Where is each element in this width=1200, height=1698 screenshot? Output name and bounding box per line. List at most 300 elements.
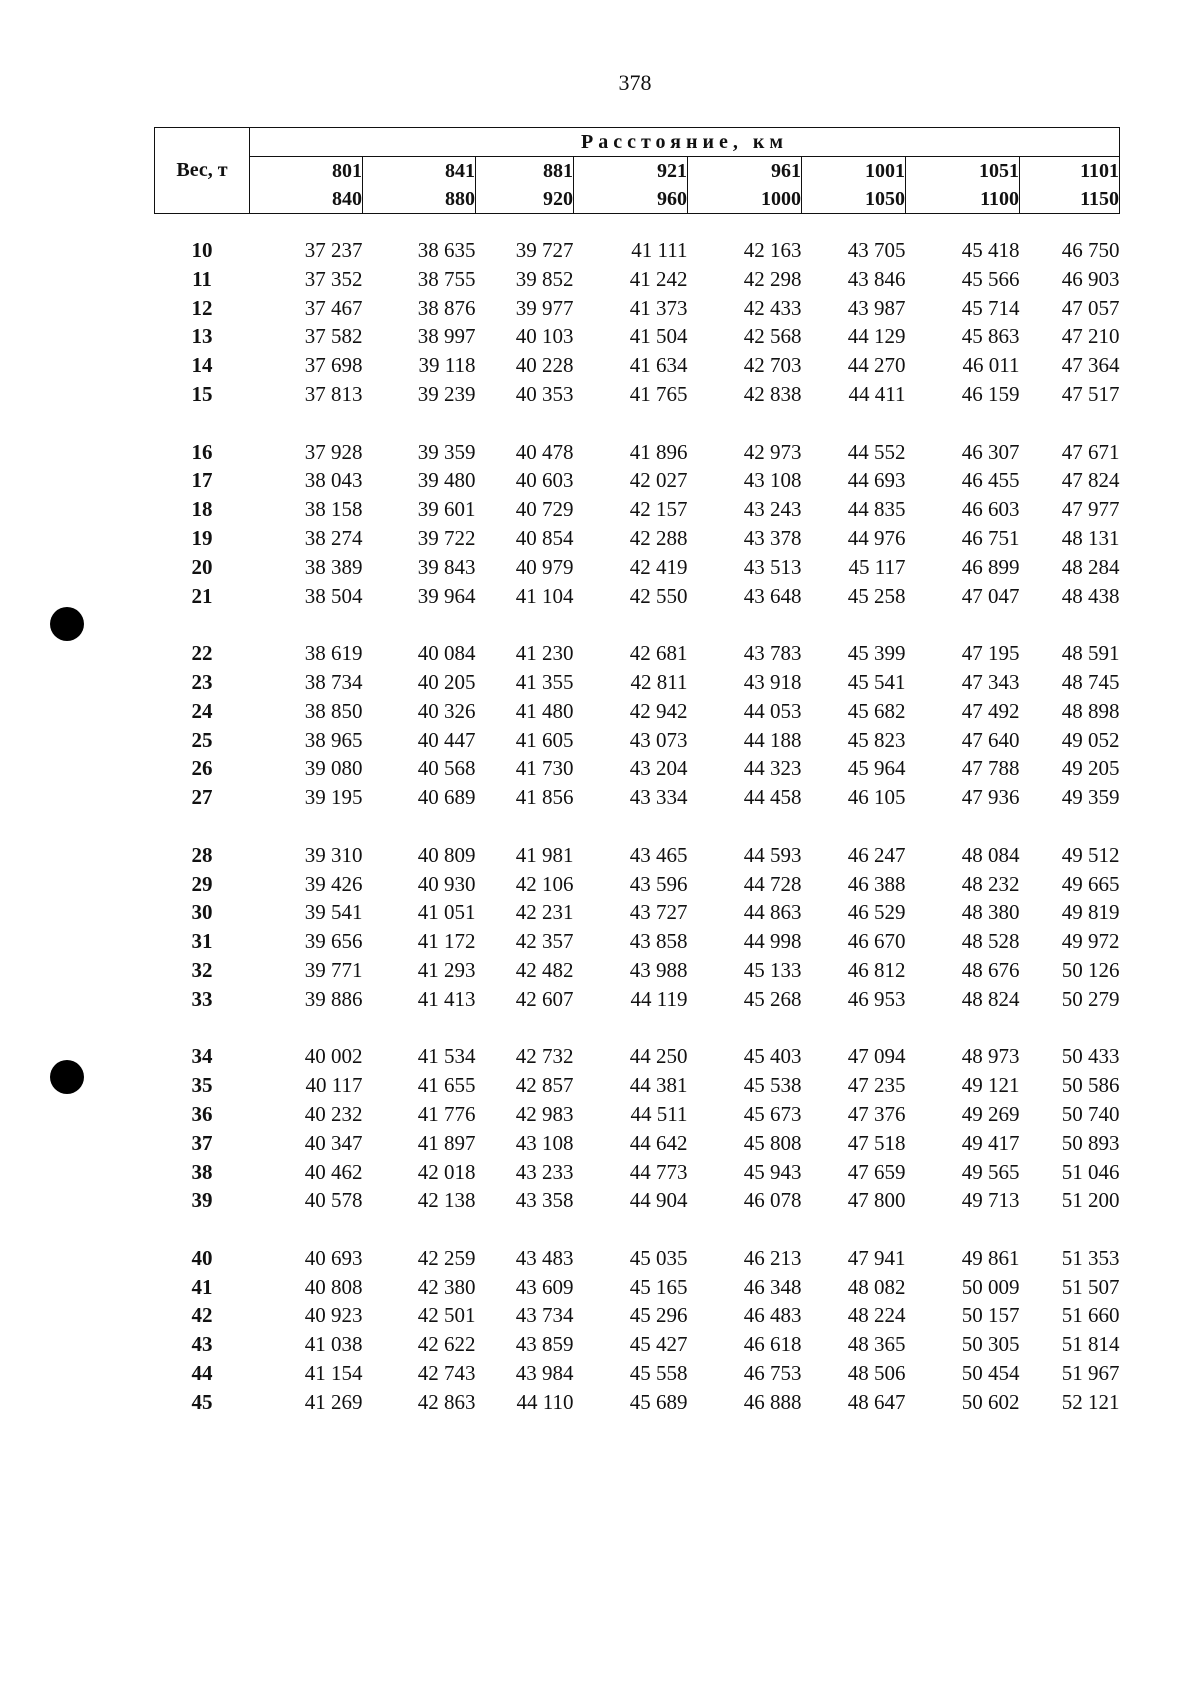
- weight-cell: 28: [191, 842, 213, 867]
- tariff-value-cell: 50 740: [1061, 1101, 1120, 1126]
- tariff-value-cell: 47 659: [847, 1159, 906, 1184]
- tariff-value-cell: 48 591: [1061, 641, 1120, 666]
- range-from: 1051: [979, 160, 1019, 182]
- tariff-value-cell: 41 172: [417, 929, 476, 954]
- tariff-value-cell: 46 159: [961, 381, 1020, 406]
- tariff-value-cell: 47 492: [961, 698, 1020, 723]
- tariff-value-cell: 39 080: [304, 756, 363, 781]
- tariff-value-cell: 43 988: [629, 957, 688, 982]
- tariff-value-cell: 41 111: [631, 238, 688, 262]
- tariff-value-cell: 48 224: [847, 1303, 906, 1328]
- tariff-value-cell: 40 568: [417, 756, 476, 781]
- tariff-value-cell: 40 693: [304, 1245, 363, 1270]
- tariff-value-cell: 39 852: [515, 266, 574, 291]
- tariff-value-cell: 41 504: [629, 324, 688, 349]
- tariff-value-cell: 41 480: [515, 698, 574, 723]
- tariff-value-cell: 45 268: [743, 986, 802, 1011]
- table-row: [155, 1129, 1120, 1158]
- tariff-value-cell: 45 808: [743, 1130, 802, 1155]
- range-from: 961: [771, 160, 801, 182]
- range-from: 801: [332, 160, 362, 182]
- tariff-value-cell: 51 353: [1061, 1245, 1120, 1270]
- tariff-value-cell: 40 578: [304, 1188, 363, 1213]
- tariff-value-cell: 45 296: [629, 1303, 688, 1328]
- tariff-value-cell: 47 210: [1061, 324, 1120, 349]
- tariff-value-cell: 40 447: [417, 727, 476, 752]
- tariff-value-cell: 51 814: [1061, 1332, 1120, 1357]
- tariff-value-cell: 42 288: [629, 525, 688, 550]
- table-row: [155, 1158, 1120, 1187]
- table-row: [155, 322, 1120, 351]
- tariff-value-cell: 45 823: [847, 727, 906, 752]
- tariff-value-cell: 46 903: [1061, 266, 1120, 291]
- tariff-value-cell: 46 750: [1061, 238, 1120, 262]
- tariff-value-cell: 42 027: [629, 468, 688, 493]
- tariff-value-cell: 37 467: [304, 295, 363, 320]
- weight-cell: 19: [191, 525, 213, 550]
- range-to: 920: [543, 188, 573, 210]
- tariff-value-cell: 44 188: [743, 727, 802, 752]
- tariff-value-cell: 48 365: [847, 1332, 906, 1357]
- range-to: 840: [332, 188, 362, 210]
- tariff-value-cell: 49 665: [1061, 871, 1120, 896]
- table-row: [155, 1244, 1120, 1273]
- tariff-value-cell: 47 671: [1061, 439, 1120, 464]
- tariff-value-cell: 42 357: [515, 929, 574, 954]
- tariff-value-cell: 51 967: [1061, 1361, 1120, 1386]
- tariff-value-cell: 47 057: [1061, 295, 1120, 320]
- tariff-value-cell: 46 618: [743, 1332, 802, 1357]
- table-row: [155, 956, 1120, 985]
- punch-hole: [50, 1060, 84, 1094]
- tariff-value-cell: 42 568: [743, 324, 802, 349]
- tariff-value-cell: 43 918: [743, 669, 802, 694]
- tariff-value-cell: 43 987: [847, 295, 906, 320]
- tariff-value-cell: 44 323: [743, 756, 802, 781]
- tariff-value-cell: 44 119: [630, 986, 688, 1011]
- tariff-value-cell: 39 886: [304, 986, 363, 1011]
- tariff-value-cell: 43 734: [515, 1303, 574, 1328]
- tariff-value-cell: 41 355: [515, 669, 574, 694]
- tariff-value-cell: 42 259: [417, 1245, 476, 1270]
- tariff-value-cell: 41 242: [629, 266, 688, 291]
- tariff-value-cell: 44 458: [743, 785, 802, 810]
- tariff-value-cell: 43 783: [743, 641, 802, 666]
- distance-range-header: [802, 157, 906, 214]
- tariff-value-cell: 46 078: [743, 1188, 802, 1213]
- tariff-value-cell: 40 205: [417, 669, 476, 694]
- tariff-value-cell: 46 483: [743, 1303, 802, 1328]
- tariff-value-cell: 42 607: [515, 986, 574, 1011]
- range-from: 1001: [865, 160, 905, 182]
- tariff-value-cell: 43 204: [629, 756, 688, 781]
- tariff-value-cell: 40 326: [417, 698, 476, 723]
- tariff-value-cell: 43 108: [743, 468, 802, 493]
- tariff-value-cell: 43 465: [629, 842, 688, 867]
- table-row: [155, 1100, 1120, 1129]
- tariff-value-cell: 39 426: [304, 871, 363, 896]
- table-row: [155, 466, 1120, 495]
- range-from: 841: [445, 160, 475, 182]
- tariff-value-cell: 38 965: [304, 727, 363, 752]
- tariff-value-cell: 42 732: [515, 1044, 574, 1069]
- tariff-value-cell: 37 352: [304, 266, 363, 291]
- tariff-value-cell: 42 419: [629, 554, 688, 579]
- tariff-value-cell: 38 043: [304, 468, 363, 493]
- table-row: [155, 1186, 1120, 1215]
- tariff-value-cell: 37 582: [304, 324, 363, 349]
- tariff-value-cell: 50 009: [961, 1274, 1020, 1299]
- tariff-value-cell: 47 343: [961, 669, 1020, 694]
- weight-cell: 31: [191, 929, 213, 954]
- tariff-value-cell: 50 433: [1061, 1044, 1120, 1069]
- weight-cell: 32: [191, 957, 213, 982]
- table-row: [155, 438, 1120, 467]
- tariff-value-cell: 51 507: [1061, 1274, 1120, 1299]
- tariff-value-cell: 46 812: [847, 957, 906, 982]
- tariff-value-cell: 48 973: [961, 1044, 1020, 1069]
- table-row: [155, 294, 1120, 323]
- tariff-value-cell: 44 411: [848, 381, 906, 406]
- tariff-value-cell: 40 228: [515, 353, 574, 378]
- weight-cell: 14: [191, 353, 213, 378]
- weight-cell: 13: [191, 324, 213, 349]
- weight-column-header: Вес, т: [155, 128, 250, 214]
- weight-cell: 20: [191, 554, 213, 579]
- tariff-value-cell: 38 158: [304, 497, 363, 522]
- tariff-value-cell: 42 298: [743, 266, 802, 291]
- tariff-value-cell: 38 619: [304, 641, 363, 666]
- table-row: [155, 1273, 1120, 1302]
- tariff-value-cell: 48 528: [961, 929, 1020, 954]
- tariff-value-cell: 45 566: [961, 266, 1020, 291]
- tariff-value-cell: 45 117: [848, 554, 906, 579]
- tariff-value-cell: 41 765: [629, 381, 688, 406]
- tariff-value-cell: 48 131: [1061, 525, 1120, 550]
- tariff-value-cell: 38 734: [304, 669, 363, 694]
- tariff-value-cell: 40 854: [515, 525, 574, 550]
- tariff-value-cell: 42 157: [629, 497, 688, 522]
- table-row: [155, 265, 1120, 294]
- tariff-value-cell: 50 157: [961, 1303, 1020, 1328]
- tariff-value-cell: 42 380: [417, 1274, 476, 1299]
- tariff-value-cell: 39 727: [515, 238, 574, 262]
- tariff-value-cell: 45 964: [847, 756, 906, 781]
- table-row: [155, 1388, 1120, 1417]
- tariff-value-cell: 48 824: [961, 986, 1020, 1011]
- distance-range-header: [574, 157, 688, 214]
- tariff-value-cell: 39 656: [304, 929, 363, 954]
- tariff-value-cell: 39 359: [417, 439, 476, 464]
- weight-cell: 45: [191, 1389, 213, 1414]
- tariff-value-cell: 42 550: [629, 583, 688, 608]
- tariff-value-cell: 40 809: [417, 842, 476, 867]
- weight-cell: 11: [192, 266, 212, 291]
- tariff-value-cell: 42 138: [417, 1188, 476, 1213]
- tariff-value-cell: 39 722: [417, 525, 476, 550]
- tariff-value-cell: 39 977: [515, 295, 574, 320]
- tariff-value-cell: 44 270: [847, 353, 906, 378]
- table-row: [155, 898, 1120, 927]
- table-body: [155, 214, 1120, 1417]
- tariff-value-cell: 43 483: [515, 1245, 574, 1270]
- tariff-value-cell: 45 258: [847, 583, 906, 608]
- tariff-value-cell: 48 284: [1061, 554, 1120, 579]
- weight-cell: 35: [191, 1073, 213, 1098]
- weight-cell: 10: [191, 238, 213, 262]
- tariff-value-cell: 46 348: [743, 1274, 802, 1299]
- tariff-value-cell: 46 888: [743, 1389, 802, 1414]
- weight-cell: 23: [191, 669, 213, 694]
- table-row: [155, 495, 1120, 524]
- tariff-value-cell: 41 534: [417, 1044, 476, 1069]
- tariff-value-cell: 39 310: [304, 842, 363, 867]
- weight-cell: 25: [191, 727, 213, 752]
- table-row: [155, 783, 1120, 812]
- tariff-value-cell: 42 106: [515, 871, 574, 896]
- tariff-value-cell: 42 983: [515, 1101, 574, 1126]
- tariff-value-cell: 41 038: [304, 1332, 363, 1357]
- tariff-value-cell: 45 165: [629, 1274, 688, 1299]
- tariff-value-cell: 44 728: [743, 871, 802, 896]
- tariff-value-cell: 40 232: [304, 1101, 363, 1126]
- tariff-value-cell: 42 018: [417, 1159, 476, 1184]
- tariff-value-cell: 47 517: [1061, 381, 1120, 406]
- tariff-value-cell: 45 403: [743, 1044, 802, 1069]
- tariff-value-cell: 45 133: [743, 957, 802, 982]
- distance-range-header: [476, 157, 574, 214]
- table-row: [155, 582, 1120, 611]
- tariff-value-cell: 40 103: [515, 324, 574, 349]
- table-row: [155, 1359, 1120, 1388]
- tariff-value-cell: 46 213: [743, 1245, 802, 1270]
- table-row: [155, 1330, 1120, 1359]
- tariff-value-cell: 48 438: [1061, 583, 1120, 608]
- tariff-value-cell: 41 051: [417, 900, 476, 925]
- tariff-value-cell: 50 454: [961, 1361, 1020, 1386]
- table-row: [155, 351, 1120, 380]
- weight-cell: 43: [191, 1332, 213, 1357]
- tariff-value-cell: 41 634: [629, 353, 688, 378]
- tariff-value-cell: 38 389: [304, 554, 363, 579]
- tariff-value-cell: 39 541: [304, 900, 363, 925]
- tariff-value-cell: 40 729: [515, 497, 574, 522]
- tariff-value-cell: 44 511: [630, 1101, 688, 1126]
- tariff-value-cell: 50 279: [1061, 986, 1120, 1011]
- table-row: [155, 380, 1120, 409]
- weight-cell: 37: [191, 1130, 213, 1155]
- tariff-value-cell: 44 835: [847, 497, 906, 522]
- tariff-value-cell: 38 755: [417, 266, 476, 291]
- weight-cell: 44: [191, 1361, 213, 1386]
- tariff-value-cell: 48 506: [847, 1361, 906, 1386]
- tariff-value-cell: 42 863: [417, 1389, 476, 1414]
- tariff-value-cell: 40 084: [417, 641, 476, 666]
- tariff-value-cell: 37 813: [304, 381, 363, 406]
- table-row: [155, 841, 1120, 870]
- tariff-value-cell: 49 121: [961, 1073, 1020, 1098]
- range-to: 960: [657, 188, 687, 210]
- weight-cell: 29: [191, 871, 213, 896]
- tariff-value-cell: 45 558: [629, 1361, 688, 1386]
- tariff-value-cell: 46 753: [743, 1361, 802, 1386]
- tariff-value-cell: 40 808: [304, 1274, 363, 1299]
- tariff-value-cell: 38 876: [417, 295, 476, 320]
- weight-cell: 18: [191, 497, 213, 522]
- table-row: [155, 754, 1120, 783]
- tariff-value-cell: 41 413: [417, 986, 476, 1011]
- table-row: [155, 1042, 1120, 1071]
- tariff-value-cell: 44 593: [743, 842, 802, 867]
- tariff-value-cell: 49 713: [961, 1188, 1020, 1213]
- distance-header: Расстояние, км: [250, 128, 1120, 157]
- distance-range-row: [155, 157, 1120, 214]
- weight-cell: 40: [191, 1245, 213, 1270]
- tariff-value-cell: 49 052: [1061, 727, 1120, 752]
- tariff-value-cell: 39 843: [417, 554, 476, 579]
- tariff-value-cell: 47 640: [961, 727, 1020, 752]
- tariff-value-cell: 42 681: [629, 641, 688, 666]
- tariff-value-cell: 43 859: [515, 1332, 574, 1357]
- tariff-value-cell: 44 110: [516, 1389, 574, 1414]
- tariff-value-cell: 45 538: [743, 1073, 802, 1098]
- tariff-value-cell: 52 121: [1061, 1389, 1120, 1414]
- tariff-value-cell: 43 073: [629, 727, 688, 752]
- tariff-value-cell: 48 232: [961, 871, 1020, 896]
- tariff-value-cell: 46 953: [847, 986, 906, 1011]
- range-to: 880: [445, 188, 475, 210]
- tariff-value-cell: 40 689: [417, 785, 476, 810]
- tariff-value-cell: 38 635: [417, 238, 476, 262]
- tariff-value-cell: 43 108: [515, 1130, 574, 1155]
- group-spacer: [155, 610, 1120, 639]
- range-from: 881: [543, 160, 573, 182]
- tariff-value-cell: 44 129: [847, 324, 906, 349]
- tariff-value-cell: 42 231: [515, 900, 574, 925]
- range-to: 1050: [865, 188, 905, 210]
- tariff-value-cell: 49 512: [1061, 842, 1120, 867]
- table-row: [155, 1071, 1120, 1100]
- tariff-value-cell: 51 046: [1061, 1159, 1120, 1184]
- tariff-value-cell: 41 104: [515, 583, 574, 608]
- tariff-value-cell: 42 703: [743, 353, 802, 378]
- tariff-value-cell: 42 482: [515, 957, 574, 982]
- tariff-value-cell: 41 655: [417, 1073, 476, 1098]
- group-spacer: [155, 1014, 1120, 1043]
- tariff-value-cell: 44 904: [629, 1188, 688, 1213]
- tariff-value-cell: 40 478: [515, 439, 574, 464]
- tariff-value-cell: 46 247: [847, 842, 906, 867]
- tariff-value-cell: 38 850: [304, 698, 363, 723]
- tariff-value-cell: 39 771: [304, 957, 363, 982]
- weight-cell: 27: [191, 785, 213, 810]
- tariff-value-cell: 40 979: [515, 554, 574, 579]
- tariff-value-cell: 45 943: [743, 1159, 802, 1184]
- tariff-value-cell: 41 730: [515, 756, 574, 781]
- tariff-value-cell: 48 082: [847, 1274, 906, 1299]
- range-to: 1000: [761, 188, 801, 210]
- tariff-value-cell: 46 751: [961, 525, 1020, 550]
- tariff-value-cell: 50 586: [1061, 1073, 1120, 1098]
- tariff-value-cell: 50 602: [961, 1389, 1020, 1414]
- group-spacer: [155, 409, 1120, 438]
- tariff-value-cell: 47 977: [1061, 497, 1120, 522]
- tariff-value-cell: 49 417: [961, 1130, 1020, 1155]
- tariff-value-cell: 46 011: [962, 353, 1020, 378]
- tariff-value-cell: 46 529: [847, 900, 906, 925]
- tariff-value-cell: 43 378: [743, 525, 802, 550]
- tariff-value-cell: 49 861: [961, 1245, 1020, 1270]
- tariff-value-cell: 42 743: [417, 1361, 476, 1386]
- group-spacer: [155, 812, 1120, 841]
- tariff-value-cell: 49 565: [961, 1159, 1020, 1184]
- tariff-value-cell: 37 928: [304, 439, 363, 464]
- tariff-value-cell: 41 605: [515, 727, 574, 752]
- distance-range-header: [906, 157, 1020, 214]
- table-row: [155, 639, 1120, 668]
- tariff-value-cell: 37 698: [304, 353, 363, 378]
- distance-range-header: [363, 157, 476, 214]
- table-row: [155, 668, 1120, 697]
- tariff-value-cell: 40 930: [417, 871, 476, 896]
- tariff-value-cell: 43 513: [743, 554, 802, 579]
- tariff-table-container: [154, 127, 1119, 1417]
- punch-hole: [50, 607, 84, 641]
- distance-range-header: [1020, 157, 1120, 214]
- tariff-value-cell: 43 858: [629, 929, 688, 954]
- tariff-value-cell: 45 035: [629, 1245, 688, 1270]
- weight-cell: 39: [191, 1188, 213, 1213]
- tariff-value-cell: 37 237: [304, 238, 363, 262]
- tariff-value-cell: 44 693: [847, 468, 906, 493]
- tariff-value-cell: 46 670: [847, 929, 906, 954]
- weight-cell: 38: [191, 1159, 213, 1184]
- tariff-value-cell: 40 002: [304, 1044, 363, 1069]
- range-from: 921: [657, 160, 687, 182]
- tariff-value-cell: 43 984: [515, 1361, 574, 1386]
- tariff-value-cell: 45 541: [847, 669, 906, 694]
- table-row: [155, 985, 1120, 1014]
- tariff-value-cell: 41 373: [629, 295, 688, 320]
- tariff-value-cell: 47 518: [847, 1130, 906, 1155]
- tariff-value-cell: 39 195: [304, 785, 363, 810]
- range-to: 1150: [1080, 188, 1120, 210]
- tariff-value-cell: 48 647: [847, 1389, 906, 1414]
- weight-cell: 21: [191, 583, 213, 608]
- weight-cell: 24: [191, 698, 213, 723]
- table-row: [155, 553, 1120, 582]
- tariff-value-cell: 48 745: [1061, 669, 1120, 694]
- tariff-value-cell: 51 660: [1061, 1303, 1120, 1328]
- tariff-value-cell: 47 195: [961, 641, 1020, 666]
- tariff-value-cell: 40 117: [305, 1073, 363, 1098]
- tariff-value-cell: 41 981: [515, 842, 574, 867]
- tariff-value-cell: 45 714: [961, 295, 1020, 320]
- tariff-value-cell: 39 480: [417, 468, 476, 493]
- tariff-value-cell: 38 274: [304, 525, 363, 550]
- tariff-value-cell: 47 235: [847, 1073, 906, 1098]
- page-number: 378: [618, 70, 652, 95]
- tariff-value-cell: 42 857: [515, 1073, 574, 1098]
- tariff-value-cell: 43 846: [847, 266, 906, 291]
- tariff-value-cell: 44 381: [629, 1073, 688, 1098]
- tariff-value-cell: 46 105: [847, 785, 906, 810]
- tariff-value-cell: 47 788: [961, 756, 1020, 781]
- tariff-value-cell: 48 380: [961, 900, 1020, 925]
- tariff-value-cell: 47 364: [1061, 353, 1120, 378]
- weight-cell: 16: [191, 439, 213, 464]
- tariff-value-cell: 46 899: [961, 554, 1020, 579]
